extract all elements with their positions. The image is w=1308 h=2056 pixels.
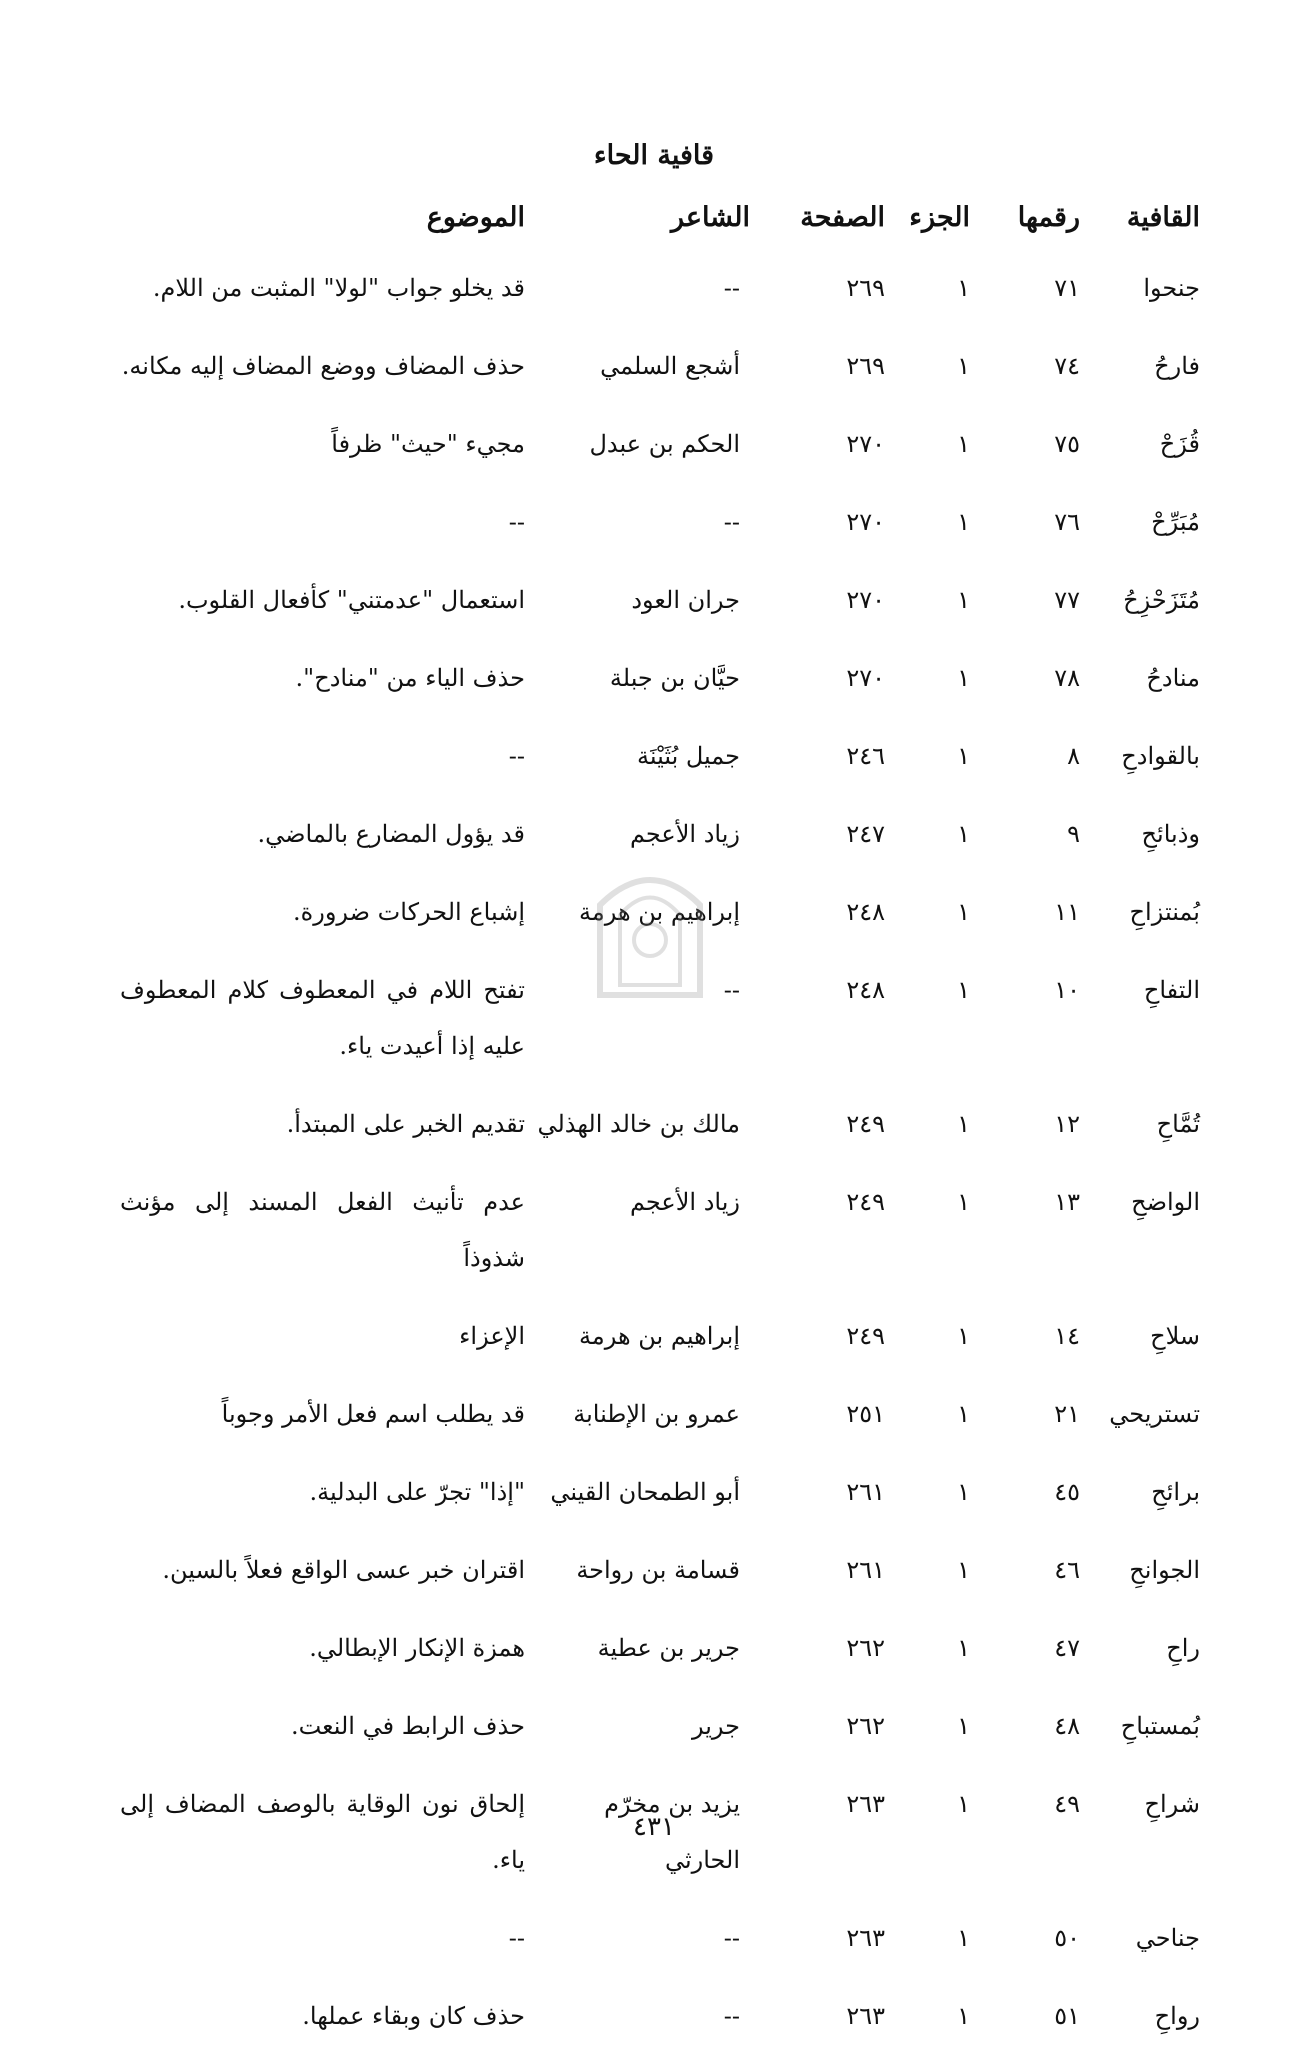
- table-row: [120, 1532, 1200, 1610]
- cell-topic: استعمال "عدمتني" كأفعال القلوب.: [178, 586, 525, 614]
- table-row: [120, 406, 1200, 484]
- cell-page: ٢٧٠: [846, 508, 885, 536]
- cell-poet: إبراهيم بن هرمة: [579, 898, 740, 926]
- cell-part: ١: [957, 1322, 970, 1350]
- header-page: الصفحة: [800, 202, 885, 233]
- cell-part: ١: [957, 976, 970, 1004]
- cell-topic: إلحاق نون الوقاية بالوصف المضاف إلى ياء.: [120, 1790, 525, 1874]
- cell-page: ٢٦٣: [846, 1790, 885, 1818]
- cell-topic: تقديم الخبر على المبتدأ.: [286, 1110, 525, 1138]
- cell-page: ٢٦٩: [846, 352, 885, 380]
- cell-number: ١٤: [1054, 1322, 1080, 1350]
- cell-part: ١: [957, 1478, 970, 1506]
- cell-rhyme: فارحُ: [1154, 352, 1200, 380]
- cell-page: ٢٤٨: [846, 898, 885, 926]
- page-title: قافية الحاء: [593, 140, 715, 171]
- cell-poet: --: [723, 508, 740, 536]
- cell-page: ٢٧٠: [846, 664, 885, 692]
- cell-number: ٤٧: [1054, 1634, 1080, 1662]
- cell-rhyme: مُتَزَحْزِحُ: [1123, 586, 1200, 614]
- cell-rhyme: تُمَّاحِ: [1156, 1110, 1200, 1138]
- cell-part: ١: [957, 1924, 970, 1952]
- cell-poet: جرير: [692, 1712, 740, 1740]
- cell-page: ٢٥١: [846, 1400, 885, 1428]
- cell-part: ١: [957, 1110, 970, 1138]
- cell-topic: همزة الإنكار الإبطالي.: [309, 1634, 525, 1662]
- cell-number: ٧٤: [1054, 352, 1080, 380]
- cell-poet: مالك بن خالد الهذلي: [537, 1110, 740, 1138]
- cell-part: ١: [957, 1790, 970, 1818]
- cell-poet: --: [723, 1924, 740, 1952]
- cell-number: ٤٩: [1054, 1790, 1080, 1818]
- cell-page: ٢٤٦: [846, 742, 885, 770]
- cell-topic: عدم تأنيث الفعل المسند إلى مؤنث شذوذاً: [120, 1188, 525, 1272]
- cell-number: ١١: [1054, 898, 1080, 926]
- header-rhyme: القافية: [1126, 202, 1200, 233]
- cell-part: ١: [957, 742, 970, 770]
- cell-number: ٧٥: [1054, 430, 1080, 458]
- cell-rhyme: برائحِ: [1151, 1478, 1200, 1506]
- cell-page: ٢٤٩: [846, 1322, 885, 1350]
- cell-part: ١: [957, 1188, 970, 1216]
- cell-number: ٤٨: [1054, 1712, 1080, 1740]
- cell-number: ١٢: [1054, 1110, 1080, 1138]
- table-row: [120, 1454, 1200, 1532]
- cell-page: ٢٦٢: [846, 1634, 885, 1662]
- cell-number: ٧٦: [1054, 508, 1080, 536]
- table-row: [120, 1978, 1200, 2056]
- cell-page: ٢٧٠: [846, 430, 885, 458]
- cell-poet: جران العود: [631, 586, 740, 614]
- cell-poet: جرير بن عطية: [597, 1634, 740, 1662]
- cell-page: ٢٤٩: [846, 1110, 885, 1138]
- cell-page: ٢٤٩: [846, 1188, 885, 1216]
- cell-rhyme: بُمنتزاحِ: [1129, 898, 1200, 926]
- cell-part: ١: [957, 664, 970, 692]
- cell-number: ٩: [1067, 820, 1080, 848]
- cell-part: ١: [957, 1556, 970, 1584]
- page-number: ٤٣١: [633, 1812, 675, 1842]
- cell-part: ١: [957, 352, 970, 380]
- cell-rhyme: بُمستباحِ: [1120, 1712, 1200, 1740]
- cell-number: ١٣: [1054, 1188, 1080, 1216]
- cell-part: ١: [957, 274, 970, 302]
- cell-number: ٥٠: [1054, 1924, 1080, 1952]
- cell-rhyme: الواضحِ: [1131, 1188, 1200, 1216]
- cell-poet: --: [723, 976, 740, 1004]
- cell-page: ٢٦٣: [846, 1924, 885, 1952]
- cell-poet: حيَّان بن جبلة: [609, 664, 740, 692]
- cell-topic: --: [508, 1924, 525, 1952]
- cell-topic: مجيء "حيث" ظرفاً: [331, 430, 525, 458]
- table-row: [120, 1900, 1200, 1978]
- table-row: [120, 1298, 1200, 1376]
- cell-poet: زياد الأعجم: [629, 1188, 740, 1216]
- rhyme-index-table: [120, 196, 1200, 2056]
- cell-rhyme: جنحوا: [1143, 274, 1200, 302]
- cell-topic: اقتران خبر عسى الواقع فعلاً بالسين.: [162, 1556, 525, 1584]
- cell-poet: جميل بُثَيْنَة: [636, 742, 740, 770]
- cell-number: ٧٧: [1054, 586, 1080, 614]
- cell-topic: "إذا" تجرّ على البدلية.: [309, 1478, 525, 1506]
- cell-rhyme: جناحي: [1135, 1924, 1200, 1952]
- cell-rhyme: التفاحِ: [1143, 976, 1200, 1004]
- cell-page: ٢٤٧: [846, 820, 885, 848]
- cell-poet: الحكم بن عبدل: [589, 430, 740, 458]
- table-header-row: [120, 196, 1200, 250]
- table-row: [120, 1688, 1200, 1766]
- cell-rhyme: مُبَرِّحْ: [1151, 508, 1200, 536]
- cell-topic: --: [508, 508, 525, 536]
- cell-poet: عمرو بن الإطنابة: [573, 1400, 740, 1428]
- cell-poet: يزيد بن مخرّم الحارثي: [604, 1790, 740, 1874]
- cell-topic: حذف كان وبقاء عملها.: [302, 2002, 525, 2030]
- cell-number: ٧٨: [1054, 664, 1080, 692]
- table-row: [120, 1086, 1200, 1164]
- cell-poet: --: [723, 274, 740, 302]
- table-row: [120, 328, 1200, 406]
- table-row: [120, 718, 1200, 796]
- cell-rhyme: رواحِ: [1154, 2002, 1200, 2030]
- cell-part: ١: [957, 1400, 970, 1428]
- cell-number: ٧١: [1054, 274, 1080, 302]
- cell-part: ١: [957, 898, 970, 926]
- cell-topic: الإعزاء: [459, 1322, 525, 1350]
- cell-number: ٥١: [1054, 2002, 1080, 2030]
- cell-poet: --: [723, 2002, 740, 2030]
- cell-part: ١: [957, 1634, 970, 1662]
- cell-part: ١: [957, 1712, 970, 1740]
- cell-rhyme: بالقوادحِ: [1121, 742, 1200, 770]
- header-topic: الموضوع: [426, 202, 525, 233]
- cell-rhyme: الجوانحِ: [1129, 1556, 1200, 1584]
- cell-rhyme: قُزَحْ: [1159, 430, 1200, 458]
- cell-topic: قد يخلو جواب "لولا" المثبت من اللام.: [152, 274, 525, 302]
- cell-page: ٢٦٩: [846, 274, 885, 302]
- cell-part: ١: [957, 820, 970, 848]
- table-row: [120, 1164, 1200, 1298]
- cell-part: ١: [957, 2002, 970, 2030]
- cell-rhyme: منادحُ: [1146, 664, 1200, 692]
- cell-poet: إبراهيم بن هرمة: [579, 1322, 740, 1350]
- cell-number: ١٠: [1054, 976, 1080, 1004]
- cell-page: ٢٦٢: [846, 1712, 885, 1740]
- cell-topic: قد يؤول المضارع بالماضي.: [257, 820, 525, 848]
- cell-number: ٨: [1067, 742, 1080, 770]
- cell-poet: قسامة بن رواحة: [576, 1556, 740, 1584]
- cell-rhyme: تستريحي: [1109, 1400, 1200, 1428]
- cell-topic: إشباع الحركات ضرورة.: [293, 898, 525, 926]
- cell-part: ١: [957, 508, 970, 536]
- cell-rhyme: راحِ: [1166, 1634, 1200, 1662]
- cell-page: ٢٧٠: [846, 586, 885, 614]
- cell-part: ١: [957, 430, 970, 458]
- cell-page: ٢٦١: [846, 1556, 885, 1584]
- cell-number: ٤٦: [1054, 1556, 1080, 1584]
- table-row: [120, 250, 1200, 328]
- library-seal-watermark: [540, 845, 760, 1005]
- table-row: [120, 484, 1200, 562]
- cell-rhyme: شراحِ: [1144, 1790, 1200, 1818]
- cell-topic: --: [508, 742, 525, 770]
- cell-page: ٢٤٨: [846, 976, 885, 1004]
- cell-topic: حذف الرابط في النعت.: [290, 1712, 525, 1740]
- table-row: [120, 640, 1200, 718]
- cell-rhyme: وذبائحِ: [1141, 820, 1200, 848]
- table-row: [120, 562, 1200, 640]
- header-part: الجزء: [909, 202, 970, 233]
- cell-poet: زياد الأعجم: [629, 820, 740, 848]
- cell-rhyme: سلاحِ: [1150, 1322, 1200, 1350]
- cell-poet: أشجع السلمي: [600, 352, 740, 380]
- cell-topic: حذف المضاف ووضع المضاف إليه مكانه.: [121, 352, 525, 380]
- cell-page: ٢٦٣: [846, 2002, 885, 2030]
- cell-page: ٢٦١: [846, 1478, 885, 1506]
- cell-poet: أبو الطمحان القيني: [550, 1478, 740, 1506]
- table-row: [120, 1376, 1200, 1454]
- header-number: رقمها: [1017, 202, 1080, 233]
- cell-part: ١: [957, 586, 970, 614]
- table-row: [120, 1610, 1200, 1688]
- cell-number: ٤٥: [1054, 1478, 1080, 1506]
- cell-topic: قد يطلب اسم فعل الأمر وجوباً: [221, 1400, 525, 1428]
- cell-topic: تفتح اللام في المعطوف كلام المعطوف عليه إذا أعيدت ياء.: [120, 976, 525, 1060]
- header-poet: الشاعر: [670, 202, 750, 233]
- cell-topic: حذف الياء من "منادح".: [295, 664, 525, 692]
- cell-number: ٢١: [1054, 1400, 1080, 1428]
